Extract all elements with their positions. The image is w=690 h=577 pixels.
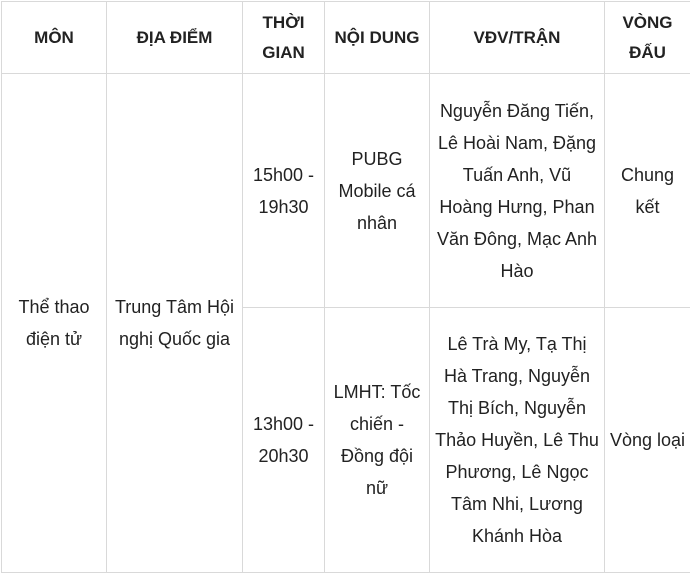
athletes-cell: Nguyễn Đăng Tiến, Lê Hoài Nam, Đặng Tuấn Anh, Vũ Hoàng Hưng, Phan Văn Đông, Mạc Anh Hào [430, 74, 605, 308]
schedule-table [1, 1, 690, 573]
header-content: NỘI DUNG [325, 2, 430, 74]
content-cell: LMHT: Tốc chiến - Đồng đội nữ [325, 308, 430, 573]
athletes-cell: Lê Trà My, Tạ Thị Hà Trang, Nguyễn Thị Bích, Nguyễn Thảo Huyền, Lê Thu Phương, Lê Ngọc Tâm Nhi, Lương Khánh Hòa [430, 308, 605, 573]
venue-cell: Trung Tâm Hội nghị Quốc gia [107, 74, 243, 573]
round-cell: Chung kết [605, 74, 690, 308]
time-cell: 13h00 - 20h30 [243, 308, 325, 573]
header-sport: MÔN [2, 2, 107, 74]
time-cell: 15h00 - 19h30 [243, 74, 325, 308]
header-round: VÒNG ĐẤU [605, 2, 690, 74]
round-cell: Vòng loại [605, 308, 690, 573]
header-venue: ĐỊA ĐIỂM [107, 2, 243, 74]
table-row [2, 74, 690, 308]
content-cell: PUBG Mobile cá nhân [325, 74, 430, 308]
header-time: THỜI GIAN [243, 2, 325, 74]
header-athletes: VĐV/TRẬN [430, 2, 605, 74]
sport-cell: Thể thao điện tử [2, 74, 107, 573]
header-row [2, 2, 690, 74]
